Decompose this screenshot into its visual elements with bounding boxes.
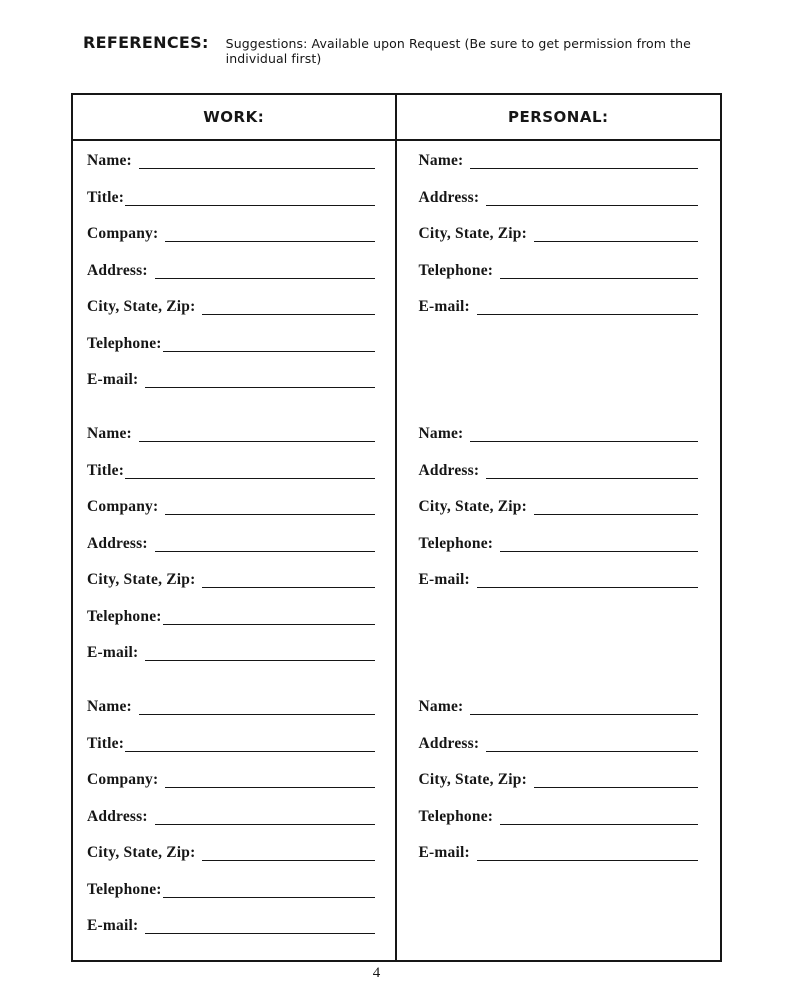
blank-underline	[125, 736, 374, 752]
blank-underline	[163, 609, 375, 625]
reference-entry-block	[87, 143, 375, 416]
form-field-row	[87, 489, 375, 526]
field-label: Name:	[418, 152, 464, 170]
blank-underline	[139, 426, 375, 442]
blank-underline	[470, 426, 698, 442]
field-label: Title:	[87, 188, 125, 206]
field-label: Company:	[87, 498, 159, 516]
field-label: Name:	[87, 152, 132, 170]
form-field-row	[87, 416, 375, 453]
form-field-row	[419, 526, 699, 563]
field-label: E-mail:	[418, 844, 470, 862]
field-label: E-mail:	[87, 371, 139, 389]
field-label: Address:	[87, 807, 148, 825]
field-label: Telephone:	[87, 334, 162, 352]
reference-entry-block	[87, 689, 375, 962]
blank-underline	[470, 699, 698, 715]
work-column	[73, 95, 397, 962]
blank-underline	[486, 190, 698, 206]
field-label: Telephone:	[418, 534, 494, 552]
reference-entry-block	[87, 416, 375, 689]
form-field-row	[87, 908, 375, 945]
field-label: Name:	[418, 425, 464, 443]
field-label: City, State, Zip:	[418, 225, 527, 243]
field-label: City, State, Zip:	[418, 498, 527, 516]
field-label: Telephone:	[418, 261, 494, 279]
form-field-row	[87, 216, 375, 253]
blank-underline	[534, 499, 698, 515]
blank-underline	[139, 699, 375, 715]
blank-underline	[125, 463, 374, 479]
form-field-row	[87, 326, 375, 363]
form-field-row	[419, 289, 699, 326]
blank-underline	[486, 463, 698, 479]
form-field-row	[87, 180, 375, 217]
field-label: Title:	[87, 734, 125, 752]
form-field-row	[419, 253, 699, 290]
blank-underline	[145, 645, 374, 661]
field-label: Name:	[418, 698, 464, 716]
form-field-row	[87, 562, 375, 599]
blank-underline	[155, 809, 375, 825]
blank-underline	[165, 499, 374, 515]
field-label: Telephone:	[87, 607, 162, 625]
form-field-row	[87, 635, 375, 672]
blank-underline	[145, 372, 374, 388]
reference-entry-block	[419, 416, 699, 689]
field-label: Address:	[418, 461, 480, 479]
field-label: Telephone:	[418, 807, 494, 825]
personal-column	[397, 95, 721, 962]
field-label: Company:	[87, 225, 159, 243]
blank-underline	[486, 736, 698, 752]
field-label: Address:	[87, 534, 148, 552]
form-field-row	[419, 180, 699, 217]
blank-underline	[165, 226, 374, 242]
form-field-row	[87, 599, 375, 636]
blank-underline	[202, 845, 374, 861]
doc-header	[0, 0, 793, 66]
field-label: Name:	[87, 698, 132, 716]
blank-underline	[477, 845, 698, 861]
page-number: 4	[372, 965, 381, 981]
form-field-row	[419, 143, 699, 180]
blank-underline	[534, 772, 698, 788]
reference-entry-block	[419, 689, 699, 962]
form-field-row	[419, 562, 699, 599]
reference-entry-block	[419, 143, 699, 416]
form-field-row	[87, 762, 375, 799]
field-label: E-mail:	[87, 644, 139, 662]
field-label: City, State, Zip:	[87, 571, 196, 589]
blank-underline	[163, 882, 375, 898]
field-label: Address:	[418, 188, 480, 206]
blank-underline	[477, 299, 698, 315]
blank-underline	[477, 572, 698, 588]
work-column-header: WORK:	[73, 95, 395, 141]
page-subtitle: Suggestions: Available upon Request (Be sure to get permission from the individual first)	[225, 36, 691, 66]
field-label: E-mail:	[87, 917, 139, 935]
blank-underline	[125, 190, 374, 206]
form-field-row	[87, 872, 375, 909]
personal-column-header: PERSONAL:	[397, 95, 721, 141]
form-field-row	[419, 453, 699, 490]
field-label: Company:	[87, 771, 159, 789]
personal-column-body	[397, 141, 721, 962]
field-label: Address:	[418, 734, 480, 752]
form-field-row	[419, 489, 699, 526]
blank-underline	[145, 918, 374, 934]
page-title: REFERENCES:	[83, 33, 209, 52]
field-label: City, State, Zip:	[87, 844, 196, 862]
form-field-row	[419, 762, 699, 799]
field-label: Title:	[87, 461, 125, 479]
field-label: City, State, Zip:	[418, 771, 527, 789]
form-field-row	[419, 799, 699, 836]
field-label: Telephone:	[87, 880, 162, 898]
work-column-body	[73, 141, 395, 962]
blank-underline	[202, 299, 374, 315]
blank-underline	[500, 809, 698, 825]
form-field-row	[419, 689, 699, 726]
form-field-row	[87, 143, 375, 180]
form-field-row	[419, 726, 699, 763]
field-label: E-mail:	[418, 298, 470, 316]
form-field-row	[419, 216, 699, 253]
form-field-row	[419, 416, 699, 453]
blank-underline	[163, 336, 375, 352]
form-field-row	[87, 526, 375, 563]
blank-underline	[139, 153, 375, 169]
form-field-row	[87, 835, 375, 872]
form-field-row	[87, 453, 375, 490]
field-label: Address:	[87, 261, 148, 279]
references-table	[71, 93, 722, 962]
field-label: City, State, Zip:	[87, 298, 196, 316]
blank-underline	[155, 263, 375, 279]
blank-underline	[165, 772, 374, 788]
form-field-row	[87, 799, 375, 836]
blank-underline	[470, 153, 698, 169]
blank-underline	[155, 536, 375, 552]
form-field-row	[87, 289, 375, 326]
blank-underline	[202, 572, 374, 588]
blank-underline	[534, 226, 698, 242]
field-label: E-mail:	[418, 571, 470, 589]
form-field-row	[87, 362, 375, 399]
blank-underline	[500, 263, 698, 279]
blank-underline	[500, 536, 698, 552]
form-field-row	[87, 689, 375, 726]
field-label: Name:	[87, 425, 132, 443]
form-field-row	[87, 726, 375, 763]
form-field-row	[419, 835, 699, 872]
form-field-row	[87, 253, 375, 290]
